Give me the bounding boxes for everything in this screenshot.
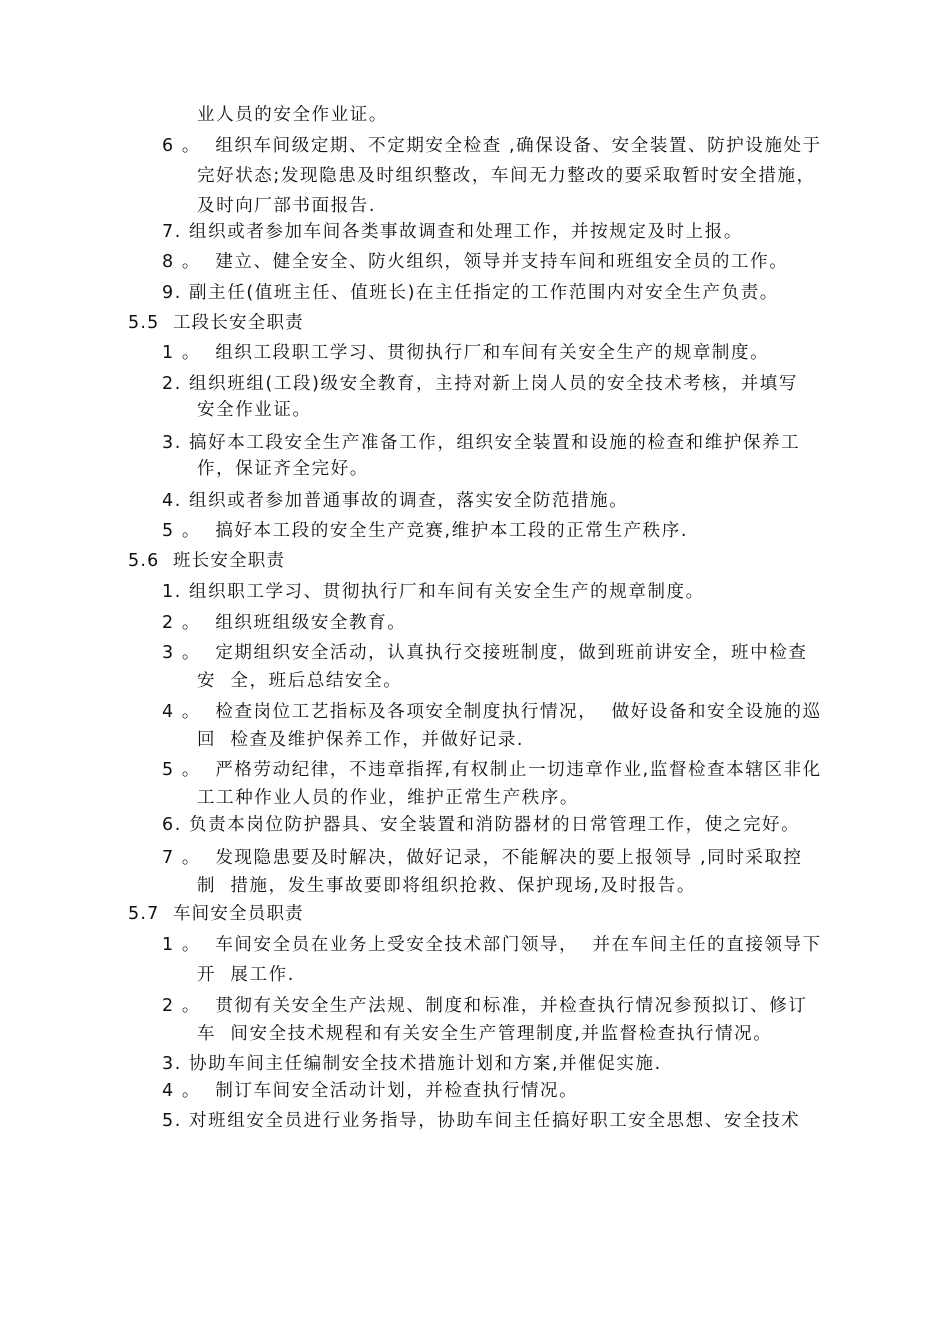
text-line: 车 间安全技术规程和有关安全生产管理制度,并监督检查执行情况。 [197, 1024, 773, 1044]
list-item: 1 。 车间安全员在业务上受安全技术部门领导， 并在车间主任的直接领导下 [162, 935, 822, 955]
list-item: 6 。 组织车间级定期、不定期安全检查 ,确保设备、安全装置、防护设施处于 [162, 136, 822, 156]
list-item: 7. 组织或者参加车间各类事故调查和处理工作，并按规定及时上报。 [162, 222, 743, 242]
list-item: 2 。 组织班组级安全教育。 [162, 613, 407, 633]
text-line: 安 全，班后总结安全。 [197, 671, 403, 691]
list-item: 2. 组织班组(工段)级安全教育，主持对新上岗人员的安全技术考核，并填写 [162, 374, 799, 394]
section-heading: 5.5 工段长安全职责 [128, 313, 304, 333]
list-item: 1 。 组织工段职工学习、贯彻执行厂和车间有关安全生产的规章制度。 [162, 343, 770, 363]
text-line: 完好状态;发现隐患及时组织整改，车间无力整改的要采取暂时安全措施， [197, 166, 816, 186]
list-item: 5. 对班组安全员进行业务指导，协助车间主任搞好职工安全思想、安全技术 [162, 1111, 801, 1131]
text-line: 安全作业证。 [197, 400, 312, 420]
list-item: 9. 副主任(值班主任、值班长)在主任指定的工作范围内对安全生产负责。 [162, 283, 779, 303]
list-item: 3. 搞好本工段安全生产准备工作，组织安全装置和设施的检查和维护保养工 [162, 433, 801, 453]
list-item: 4. 组织或者参加普通事故的调查，落实安全防范措施。 [162, 491, 629, 511]
text-line: 开 展工作. [197, 965, 295, 985]
text-line: 工工种作业人员的作业，维护正常生产秩序。 [197, 788, 579, 808]
text-line: 业人员的安全作业证。 [197, 105, 388, 125]
list-item: 7 。 发现隐患要及时解决，做好记录，不能解决的要上报领导 ,同时采取控 [162, 848, 803, 868]
list-item: 1. 组织职工学习、贯彻执行厂和车间有关安全生产的规章制度。 [162, 582, 705, 602]
text-line: 及时向厂部书面报告. [197, 196, 377, 216]
list-item: 4 。 检查岗位工艺指标及各项安全制度执行情况， 做好设备和安全设施的巡 [162, 702, 822, 722]
text-line: 作，保证齐全完好。 [197, 459, 369, 479]
list-item: 4 。 制订车间安全活动计划，并检查执行情况。 [162, 1081, 579, 1101]
list-item: 5 。 搞好本工段的安全生产竞赛,维护本工段的正常生产秩序. [162, 521, 689, 541]
list-item: 5 。 严格劳动纪律，不违章指挥,有权制止一切违章作业,监督检查本辖区非化 [162, 760, 822, 780]
text-line: 制 措施，发生事故要即将组织抢救、保护现场,及时报告。 [197, 876, 696, 896]
list-item: 2 。 贯彻有关安全生产法规、制度和标准，并检查执行情况参预拟订、修订 [162, 996, 808, 1016]
list-item: 6. 负责本岗位防护器具、安全装置和消防器材的日常管理工作，使之完好。 [162, 815, 801, 835]
section-heading: 5.7 车间安全员职责 [128, 904, 304, 924]
text-line: 回 检查及维护保养工作，并做好记录. [197, 730, 525, 750]
list-item: 8 。 建立、健全安全、防火组织，领导并支持车间和班组安全员的工作。 [162, 252, 789, 272]
list-item: 3 。 定期组织安全活动，认真执行交接班制度，做到班前讲安全，班中检查 [162, 643, 808, 663]
section-heading: 5.6 班长安全职责 [128, 551, 286, 571]
list-item: 3. 协助车间主任编制安全技术措施计划和方案,并催促实施. [162, 1054, 662, 1074]
